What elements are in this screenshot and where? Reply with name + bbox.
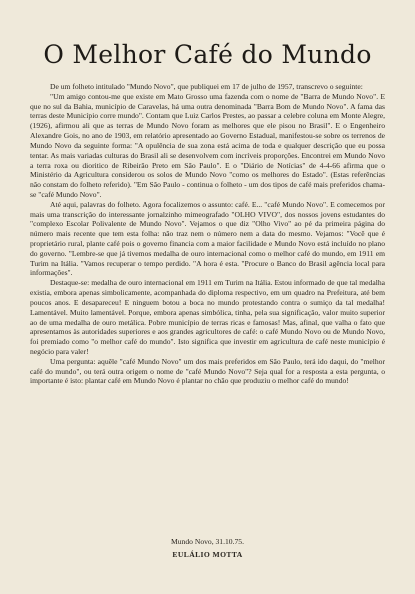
author-signature: EULÁLIO MOTTA [172,550,243,559]
document-title: O Melhor Café do Mundo [43,40,372,69]
paragraph-olho-vivo: Até aqui, palavras do folheto. Agora focalizemos o assunto: café. E... "café Mundo Novo". E comecemos por mais uma transcrição do interessante jornalzinho mimeografado "OLHO VIVO", dos nossos jovens estudantes do "complexo Escolar Polivalente de Mundo Novo". Vejamos o que diz "Olho Vivo" ao pé da primeira página do número mais recente que tem esta folha: não traz nem o número nem a data do mesmo. Vejamos: "Você que é proprietário rural, plante café pois o governo financia com a maior facilidade e Mundo Novo está incluído no plano do governo. "Lembre-se que já tivemos medalha de ouro internacional como o melhor café do mundo, em 1911 em Turim na Itália. "Vamos recuperar o tempo perdido. "A hora é esta. "Procure o Banco do Brasil agência local para informações". [30,199,385,278]
paragraph-question: Uma pergunta: aquêle "café Mundo Novo" um dos mais preferidos em São Paulo, terá ido daqui, do "melhor café do mundo", ou terá outra origem o nome de "café Mundo Novo"? Seja qual for a resposta a esta pergunta, o importante é isto: plantar café em Mundo Novo é plantar no chão que produziu o melhor café do mundo! [30,356,385,386]
paragraph-quote: "Um amigo contou-me que existe em Mato Grosso uma fazenda com o nome de "Barra de Mundo Novo". E que no sul da Bahia, município de Caravelas, há uma outra denominada "Barra Bom de Mundo Novo". A fama das terras deste Município corre mundo". Contam que Luiz Carlos Prestes, ao passar a celebre coluna em Monte Alegre, (1926), afirmou ali que as terras de Mundo Novo foram as melhores que ele pisou no Brasil". E o Engenheiro Alexandre Gois, no ano de 1903, em relatório apresentado ao Governo Estadual, manifestou-se sobre os terrenos de Mundo Novo da seguinte forma: "A opulência de sua zona está acima de toda e qualquer descrição que eu possa tentar. As mais variadas culturas do Brasil ali se desenvolvem com incríveis proporções. Encontrei em Mundo Novo a terra roxa ou dioritico de Ribeirão Preto em São Paulo". E o "Diário de Notícias" de 4-4-66 afirma que o Ministério da Agricultura considerou os solos de Mundo Novo "como os melhores do Estado". (Estas referências não constam do folheto referido). "Em São Paulo - continua o folheto - um dos tipos de café mais preferidos chama-se "café Mundo Novo". [30,91,385,199]
paragraph-intro: De um folheto intitulado "Mundo Novo", que publiquei em 17 de julho de 1957, transcrevo o seguinte: [50,82,363,91]
place-date: Mundo Novo, 31.10.75. [171,537,244,546]
document-body [30,82,385,386]
paragraph-medal: Destaque-se: medalha de ouro internacional em 1911 em Turim na Itália. Estou informado de que tal medalha existia, embora apenas simbolicamente, acompanhada do diploma respectivo, em um quadro na Prefeitura, até bem poucos anos. E desapareceu! E ninguem botou a boca no mundo protestando contra o sumiço da tal medalha! Lamentável. Muito lamentável. Porque, embora apenas simbólica, tinha, pela sua significação, valor muito superior ao de uma medalha de ouro metálica. Pobre município de terras ricas e famosas! Mas, afinal, que valha o fato que apresentamos às autoridades superiores e aos grandes agricultores de café: o café Mundo Novo ou de Mundo Novo, foi premiado como "o melhor café do mundo". Isto significa que investir em agricultura de café neste município é negócio para valer! [30,278,385,356]
